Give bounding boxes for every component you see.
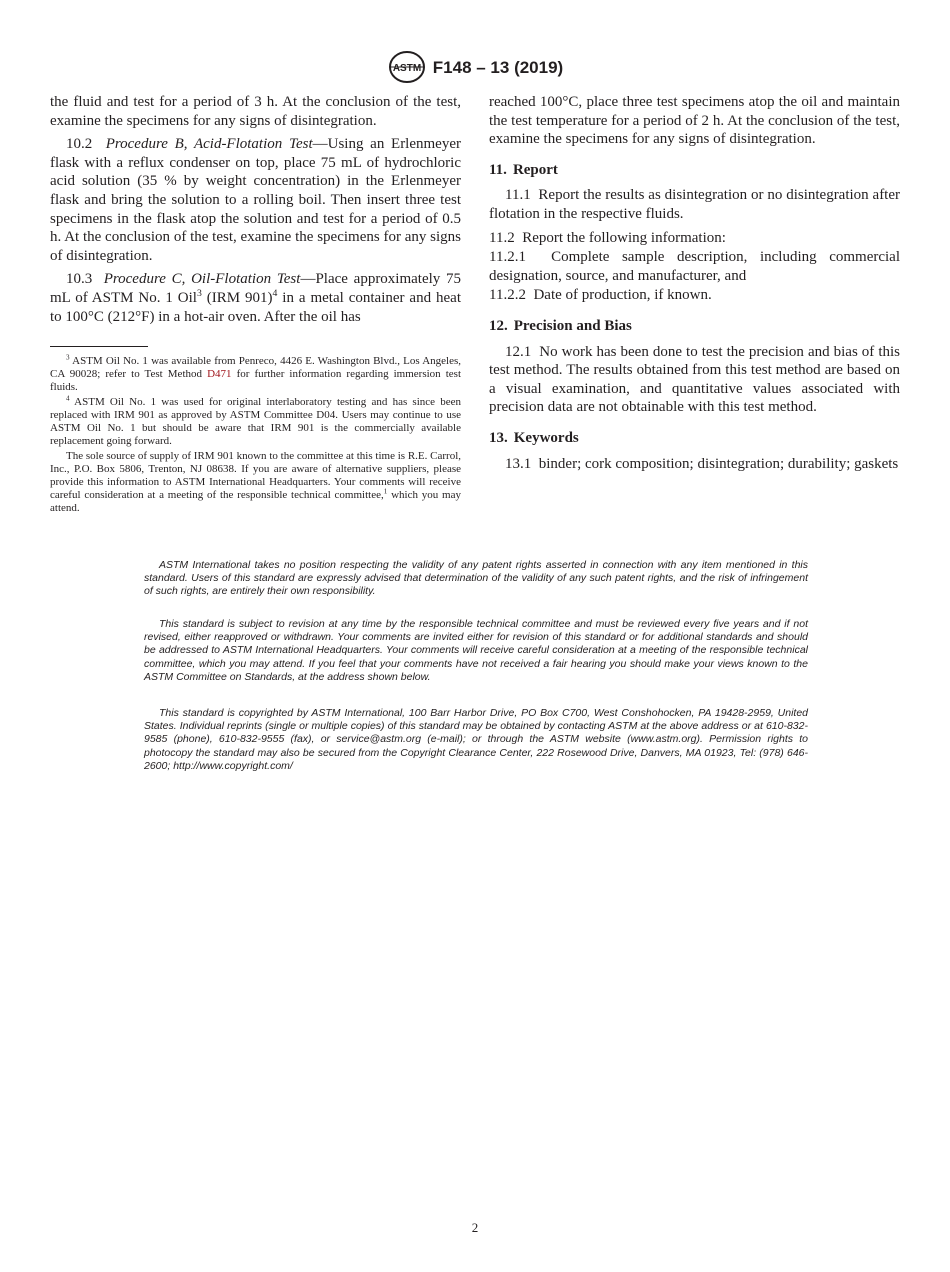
- paragraph-10-3: 10.3 Procedure C, Oil-Flotation Test—Place approximately 75 mL of ASTM No. 1 Oil$^3$ (IRM 901)$^4$ in a metal container and heat to 100°C (212°F) in a hot-air oven. After the oil has: [50, 271, 462, 325]
- footnote-divider: [50, 346, 148, 347]
- right-column: [489, 93, 900, 478]
- revision-notice: This standard is subject to revision at any time by the responsible technical committee and must be reviewed every five years and if not revised, either reapproved or withdrawn. Your comments are invited either for revision of this standard or for additional standards and should be addressed to ASTM International Headquarters. Your comments will receive careful consideration at a meeting of the responsible technical committee, which you may attend. If you feel that your comments have not received a fair hearing you should make your views known to the ASTM Committee on Standards, at the address shown below.: [144, 618, 808, 683]
- standard-designation: F148 – 13 (2019): [432, 58, 564, 77]
- page-header: [0, 50, 950, 84]
- left-column: [50, 93, 461, 517]
- svg-text:ASTM: ASTM: [392, 63, 421, 74]
- paragraph-13-1: 13.1 binder; cork composition; disintegration; durability; gaskets: [505, 455, 899, 472]
- paragraph-11-1: 11.1 Report the results as disintegration or no disintegration after flotation in the respective fluids.: [489, 187, 901, 222]
- astm-logo-icon: [387, 50, 427, 84]
- page-number: 2: [471, 1220, 479, 1235]
- section-11-heading: 11. Report: [489, 161, 558, 178]
- paragraph-11-2-1: 11.2.1 Complete sample description, including commercial designation, source, and manufacturer, and: [489, 249, 900, 284]
- section-12-heading: 12. Precision and Bias: [489, 317, 632, 334]
- patent-notice: ASTM International takes no position respecting the validity of any patent rights asserted in connection with any item mentioned in this standard. Users of this standard are expressly advised that determination of the validity of any such patent rights, and the risk of infringement of such rights, are entirely their own responsibility.: [144, 559, 808, 598]
- footnote-3: $^3$ ASTM Oil No. 1 was available from Penreco, 4426 E. Washington Blvd., Los Angeles, CA 90028; refer to Test Method D471 for further information regarding immersion test fluids.: [50, 353, 461, 394]
- footnote-supply: The sole source of supply of IRM 901 known to the committee at this time is R.E. Carrol, Inc., P.O. Box 5806, Trenton, NJ 08638. If you are aware of alternative suppliers, please provide this information to ASTM International Headquarters. Your comments will receive careful consideration at a meeting of the responsible technical committee,$^1$ which you may attend.: [50, 450, 462, 515]
- footnotes: [50, 355, 461, 515]
- footnote-4: $^4$ ASTM Oil No. 1 was used for original interlaboratory testing and has since been replaced with IRM 901 as approved by ASTM Committee D04. Users may continue to use ASTM Oil No. 1 but should be aware that IRM 901 is the commercially available replacement going forward.: [50, 394, 461, 448]
- paragraph-12-1: 12.1 No work has been done to test the precision and bias of this test method. The results obtained from this test method are based on a visual examination, and quantitative values associated with precision data are not obtainable with this test method.: [489, 343, 900, 416]
- paragraph-10-3-cont: reached 100°C, place three test specimens atop the oil and maintain the test temperature for a period of 2 h. At the conclusion of the test, examine the specimens for any signs of disintegration.: [489, 94, 900, 148]
- paragraph-11-2-2: 11.2.2 Date of production, if known.: [489, 287, 712, 304]
- d471-link[interactable]: D471: [207, 368, 232, 381]
- copyright-notice: This standard is copyrighted by ASTM International, 100 Barr Harbor Drive, PO Box C700, West Conshohocken, PA 19428-2959, United States. Individual reprints (single or multiple copies) of this standard may be obtained by contacting ASTM at the above address or at 610-832-9585 (phone), 610-832-9555 (fax), or service@astm.org (e-mail); or through the ASTM website (www.astm.org). Permission rights to photocopy the standard may also be secured from the Copyright Clearance Center, 222 Rosewood Drive, Danvers, MA 01923, Tel: (978) 646-2600; http://www.copyright.com/: [144, 707, 808, 772]
- paragraph-10-1-end: the fluid and test for a period of 3 h. At the conclusion of the test, examine the specimens for any signs of disintegration.: [50, 94, 461, 129]
- paragraph-10-2: 10.2 Procedure B, Acid-Flotation Test—Using an Erlenmeyer flask with a reflux condenser on top, place 75 mL of hydrochloric acid solution (35 % by weight concentration) in the Erlenmeyer flask and bring the solution to a rolling boil. Then insert three test specimens in the flask atop the solution and test for a period of 0.5 h. At the conclusion of the test, examine the specimens for any signs of disintegration.: [50, 136, 461, 264]
- paragraph-11-2: 11.2 Report the following information:: [489, 229, 726, 246]
- section-13-heading: 13. Keywords: [489, 429, 579, 446]
